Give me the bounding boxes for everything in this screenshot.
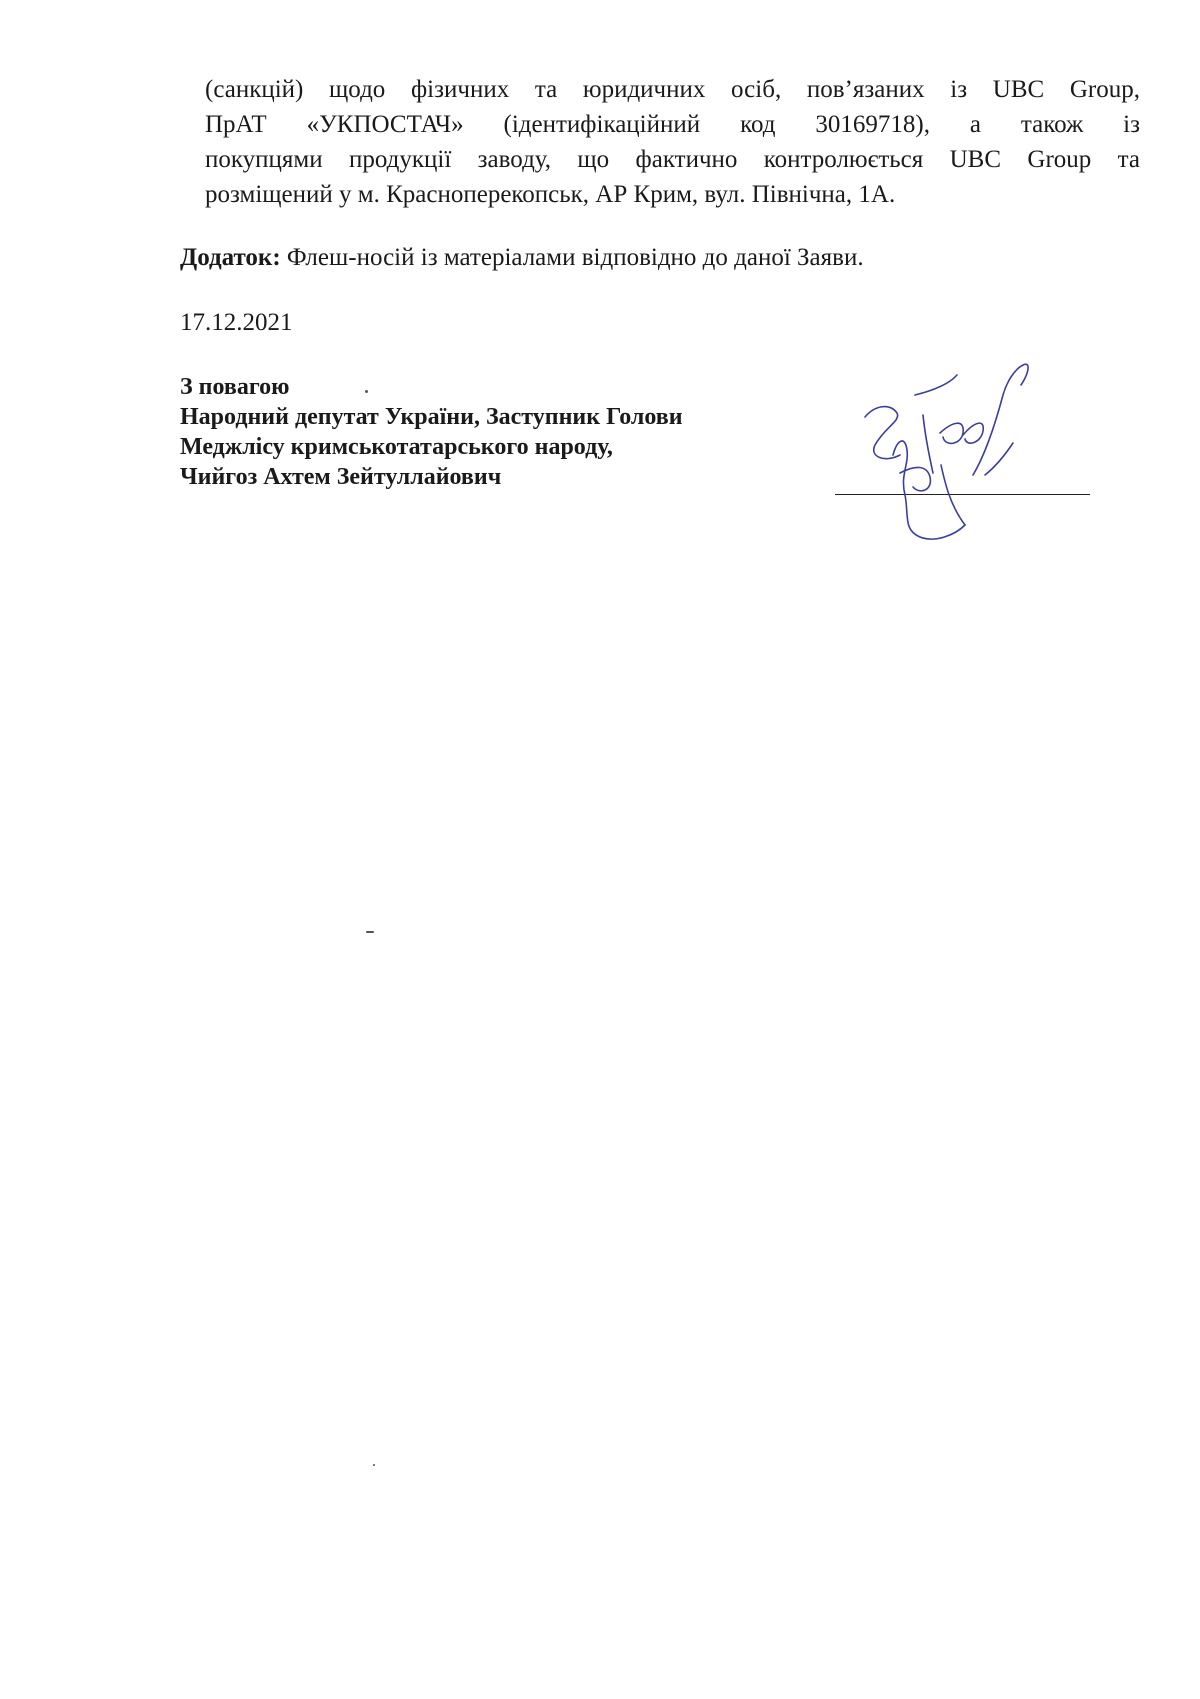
body-line-4: розміщений у м. Краснoперекопськ, АР Крим, вул. Північна, 1А. xyxy=(205,181,896,208)
attachment-text: Флеш-носій із матеріалами відповідно до даної Заяви. xyxy=(280,244,864,271)
signer-name: Чийгоз Ахтем Зейтуллайович xyxy=(180,464,502,490)
body-line-3: покупцями продукції заводу, що фактично контролюється UBC Group та xyxy=(205,146,1140,173)
signer-organization: Меджлісу кримськотатарського народу, xyxy=(180,434,613,460)
body-paragraph xyxy=(205,72,1140,212)
body-line-2: ПрАТ «УКПОСТАЧ» (ідентифікаційний код 30169718), а також із xyxy=(205,111,1140,138)
scan-speck-2 xyxy=(366,931,374,933)
scan-speck-3 xyxy=(373,1464,375,1466)
document-date: 17.12.2021 xyxy=(180,309,293,336)
signer-title: Народний депутат України, Заступник Голови xyxy=(180,404,683,430)
signature-block xyxy=(180,372,683,492)
handwritten-signature xyxy=(845,355,1085,555)
body-line-1: (санкцій) щодо фізичних та юридичних осіб, пов’язаних із UBC Group, xyxy=(205,76,1140,103)
scan-speck-1 xyxy=(365,390,368,393)
attachment-label: Додаток: xyxy=(180,244,281,271)
attachment-note xyxy=(180,240,864,275)
closing-phrase: З повагою xyxy=(180,374,290,400)
